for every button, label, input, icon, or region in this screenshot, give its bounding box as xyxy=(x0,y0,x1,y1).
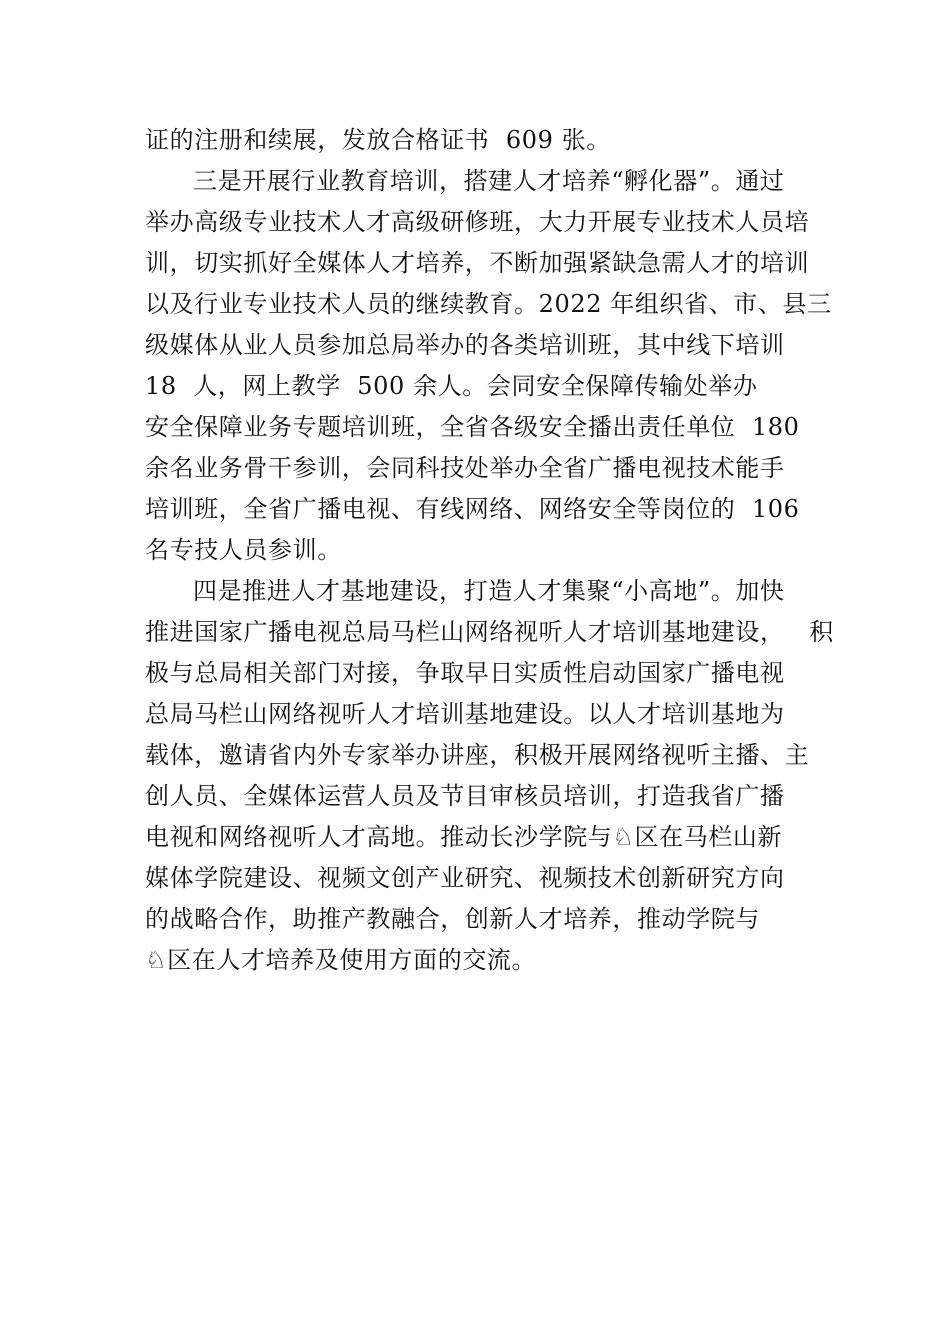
text-line: 培训班，全省广播电视、有线网络、网络安全等岗位的 106 xyxy=(145,495,800,523)
text-line: 18 人，网上教学 500 余人。会同安全保障传输处举办 xyxy=(145,372,758,400)
document-body xyxy=(145,120,834,981)
text-line: ♘区在人才培养及使用方面的交流。 xyxy=(145,946,537,974)
text-line: 创人员、全媒体运营人员及节目审核员培训，打造我省广播 xyxy=(145,782,785,810)
text-line: 推进国家广播电视总局马栏山网络视听人才培训基地建设， 积 xyxy=(145,618,834,646)
text-line: 电视和网络视听人才高地。推动长沙学院与♘区在马栏山新 xyxy=(145,823,783,851)
text-line: 名专技人员参训。 xyxy=(145,536,342,564)
text-line: 安全保障业务专题培训班，全省各级安全播出责任单位 180 xyxy=(145,413,800,441)
text-line: 证的注册和续展，发放合格证书 609 张。 xyxy=(145,126,611,154)
text-line: 举办高级专业技术人才高级研修班，大力开展专业技术人员培 xyxy=(145,208,810,236)
text-line: 的战略合作，助推产教融合，创新人才培养，推动学院与 xyxy=(145,905,760,933)
text-line: 余名业务骨干参训，会同科技处举办全省广播电视技术能手 xyxy=(145,454,785,482)
text-line: 载体，邀请省内外专家举办讲座，积极开展网络视听主播、主 xyxy=(145,741,810,769)
text-line: 极与总局相关部门对接，争取早日实质性启动国家广播电视 xyxy=(145,659,785,687)
text-line: 级媒体从业人员参加总局举办的各类培训班，其中线下培训 xyxy=(145,331,785,359)
text-line: 媒体学院建设、视频文创产业研究、视频技术创新研究方向 xyxy=(145,864,785,892)
paragraph-start-line: 四是推进人才基地建设，打造人才集聚“小高地”。加快 xyxy=(193,577,785,605)
text-line: 以及行业专业技术人员的继续教育。2022 年组织省、市、县三 xyxy=(145,290,832,318)
text-line: 训，切实抓好全媒体人才培养，不断加强紧缺急需人才的培训 xyxy=(145,249,810,277)
text-line: 总局马栏山网络视听人才培训基地建设。以人才培训基地为 xyxy=(145,700,785,728)
paragraph-start-line: 三是开展行业教育培训，搭建人才培养“孵化器”。通过 xyxy=(193,167,785,195)
